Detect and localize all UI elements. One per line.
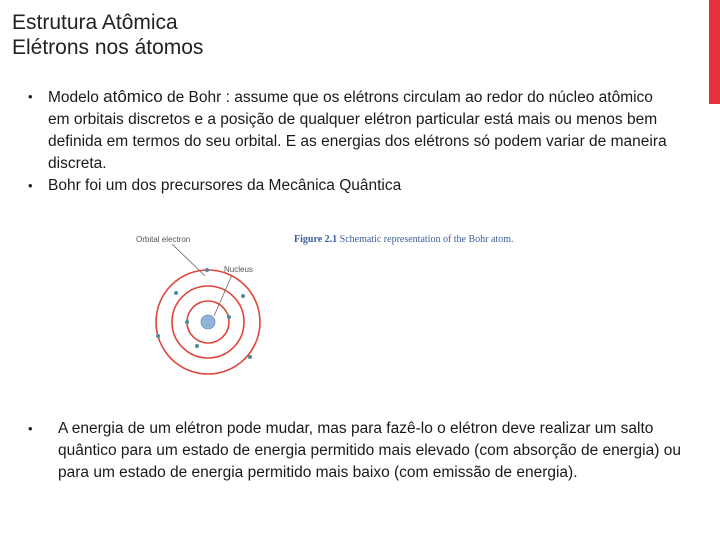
label-orbital-electron: Orbital electron [136, 235, 191, 244]
bullet-item-quantum [28, 175, 668, 197]
bohr-atom-diagram [130, 226, 300, 396]
electron-dot [174, 291, 178, 295]
title-line-2: Elétrons nos átomos [12, 36, 204, 59]
accent-bar [709, 0, 720, 104]
bullet-dot-icon: • [28, 421, 33, 436]
bullet-item-quantum-jump [28, 418, 698, 484]
electron-dot [185, 320, 189, 324]
nucleus-icon [201, 315, 215, 329]
bullet-dot-icon: • [28, 89, 33, 104]
electron-dot [195, 344, 199, 348]
bullet-list [28, 86, 668, 197]
bohr-atom-figure [130, 226, 520, 396]
bullet-emphasis: atômico [103, 87, 163, 106]
electron-dot [205, 268, 209, 272]
label-nucleus: Nucleus [224, 265, 253, 274]
bullet-item-bohr-model [28, 86, 668, 175]
figure-caption [294, 234, 524, 246]
nucleus-pointer [214, 275, 232, 316]
bullet-text: A energia de um elétron pode mudar, mas para fazê-lo o elétron deve realizar um salto quântico para um estado de energia permitido mais elevado (com absorção de energia) ou para um estado de energia permitido mais baixo (com emissão de energia). [58, 420, 681, 481]
title-line-1: Estrutura Atômica [12, 11, 178, 34]
bullet-prefix: Modelo [48, 89, 104, 106]
figure-number: Figure 2.1 [294, 234, 338, 245]
electron-dot [241, 294, 245, 298]
electron-dot [227, 315, 231, 319]
bullet-text: Bohr foi um dos precursores da Mecânica Quântica [48, 177, 402, 194]
electron-dot [156, 334, 160, 338]
bullet-dot-icon: • [28, 178, 33, 193]
slide-title [12, 10, 203, 60]
figure-caption-text: Schematic representation of the Bohr atom. [339, 234, 514, 245]
bullet-text: de Bohr : assume que os elétrons circulam ao redor do núcleo atômico em orbitais discretos e a posição de qualquer elétron particular está mais ou menos bem definida em termos do seu orbital. E as energias dos elétrons só podem variar de maneira discreta. [48, 89, 667, 172]
electron-dot [248, 355, 252, 359]
